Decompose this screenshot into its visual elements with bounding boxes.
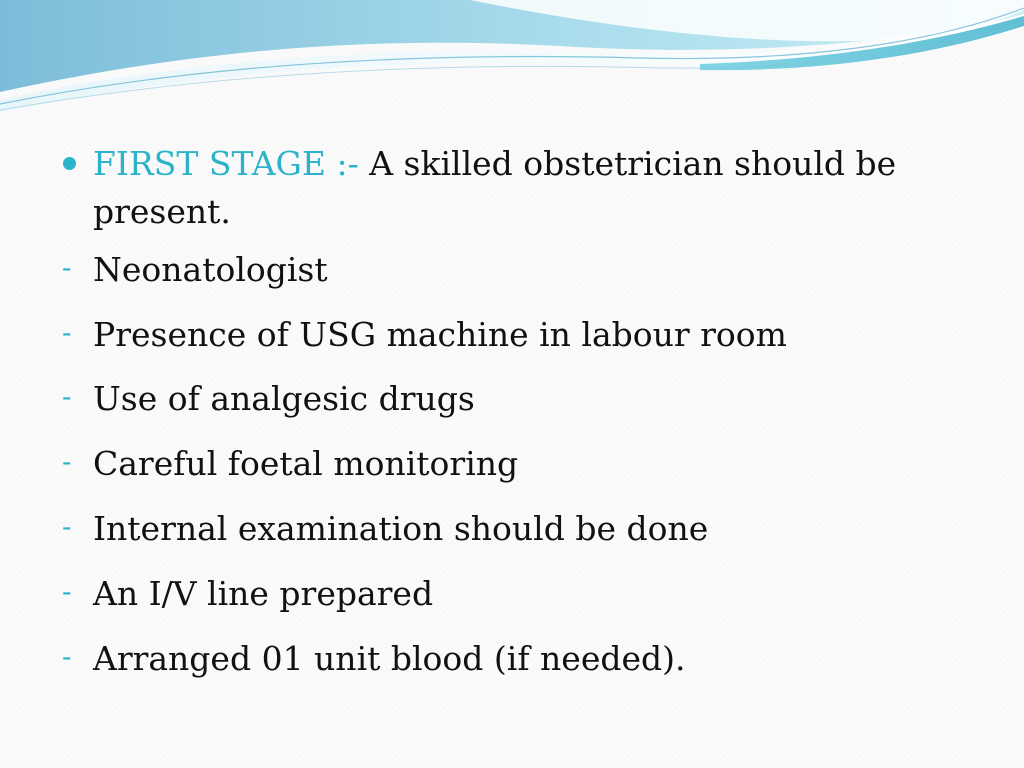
list-item-text: Use of analgesic drugs <box>93 379 475 419</box>
list-item <box>60 311 960 359</box>
header-wave-decoration <box>0 0 1024 120</box>
list-item <box>60 635 960 683</box>
list-item-text: Careful foetal monitoring <box>93 444 519 484</box>
first-stage-text: A skilled obstetrician should be present. <box>93 144 897 231</box>
list-item-text: Arranged 01 unit blood (if needed). <box>93 638 686 678</box>
slide-body <box>60 140 960 700</box>
dash-icon: - <box>62 315 72 349</box>
dash-icon: - <box>62 250 72 284</box>
dash-icon: - <box>62 510 72 544</box>
list-item-text: An I/V line prepared <box>93 573 434 613</box>
bullet-item-first-stage <box>60 140 960 236</box>
list-item <box>60 505 960 553</box>
dash-icon: - <box>62 445 72 479</box>
dash-icon: - <box>62 380 72 414</box>
list-item <box>60 440 960 488</box>
list-item <box>60 246 960 294</box>
list-item-text: Presence of USG machine in labour room <box>93 314 787 354</box>
list-item <box>60 375 960 423</box>
list-item-text: Neonatologist <box>93 249 328 289</box>
list-item-text: Internal examination should be done <box>93 509 709 549</box>
dash-icon: - <box>62 639 72 673</box>
first-stage-heading: FIRST STAGE :- <box>93 144 359 183</box>
list-item <box>60 570 960 618</box>
bullet-dot-icon <box>63 157 76 170</box>
dash-icon: - <box>62 574 72 608</box>
